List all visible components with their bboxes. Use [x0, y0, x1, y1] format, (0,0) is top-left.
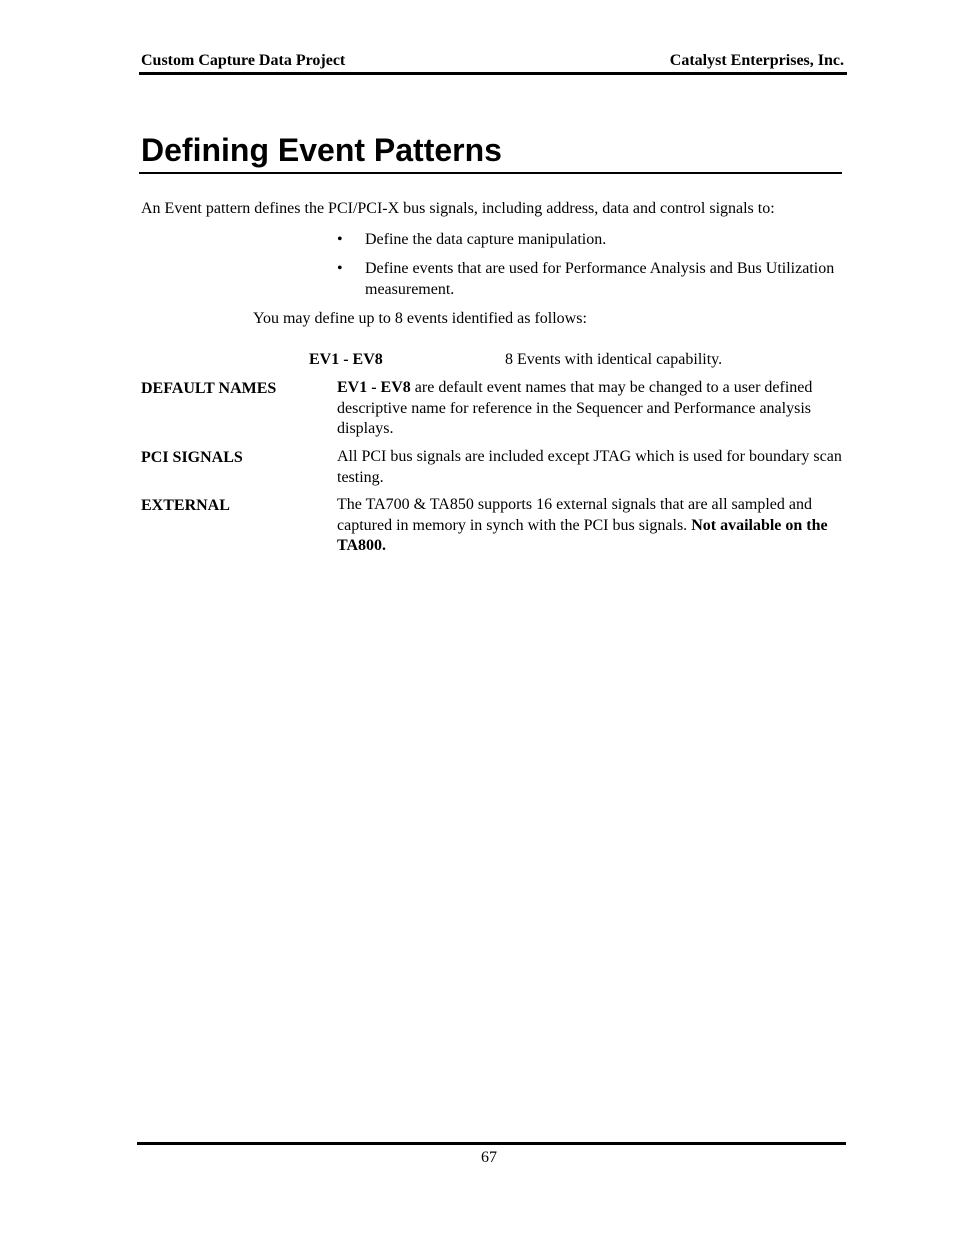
definition-term: PCI SIGNALS: [141, 449, 243, 466]
definition-body: The TA700 & TA850 supports 16 external signals that are all sampled and captured in memory in synch with the PCI bus signals.: [337, 496, 812, 534]
definition-bold-suffix: Not available on the TA800.: [337, 516, 828, 554]
intro-paragraph: An Event pattern defines the PCI/PCI-X bus signals, including address, data and control signals to:: [141, 200, 775, 217]
page-title: Defining Event Patterns: [141, 132, 502, 168]
bullet-item: Define the data capture manipulation.: [365, 231, 607, 248]
definition-term: DEFAULT NAMES: [141, 380, 277, 397]
events-intro: You may define up to 8 events identified as follows:: [253, 310, 587, 327]
header-company-name: Catalyst Enterprises, Inc.: [669, 52, 844, 69]
definition-text: [337, 447, 842, 488]
title-underline: [139, 172, 842, 174]
bullet-dot-icon: •: [337, 260, 343, 277]
definition-body: All PCI bus signals are included except JTAG which is used for boundary scan testing.: [337, 448, 842, 486]
definition-term: EXTERNAL: [141, 497, 230, 514]
bullet-item: Define events that are used for Performance Analysis and Bus Utilization measurement.: [365, 260, 835, 298]
events-description: 8 Events with identical capability.: [505, 351, 723, 368]
definition-text: [337, 495, 842, 557]
page-number: 67: [481, 1149, 497, 1166]
definition-text: [337, 378, 842, 440]
events-label: EV1 - EV8: [309, 351, 383, 368]
footer-divider: [137, 1142, 846, 1145]
header-divider: [139, 72, 847, 75]
definition-body: are default event names that may be changed to a user defined descriptive name for reference in the Sequencer and Performance analysis displays.: [337, 379, 813, 437]
definition-bold-prefix: EV1 - EV8: [337, 379, 411, 396]
header-project-title: Custom Capture Data Project: [141, 52, 346, 69]
bullet-dot-icon: •: [337, 231, 343, 248]
